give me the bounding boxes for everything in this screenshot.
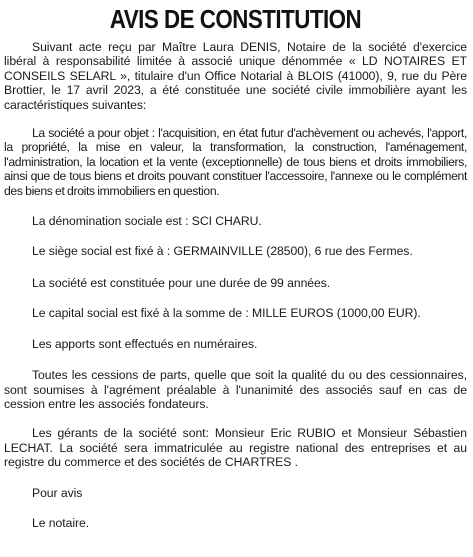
pour-avis-line: Pour avis	[32, 485, 83, 500]
contributions-paragraph: Les apports sont effectués en numéraires.	[32, 336, 258, 351]
managers-paragraph: Les gérants de la société sont: Monsieur Eric RUBIO et Monsieur Sébastien LECHAT. La société sera immatriculée au registre national des entreprises et au registre du commerce et des sociétés de CHARTRES .	[4, 426, 467, 470]
duration-paragraph: La société est constituée pour une durée de 99 années.	[32, 275, 331, 290]
share-transfers-paragraph: Toutes les cessions de parts, quelle que soit la qualité du ou des cessionnaires, sont soumises à l'agrément préalable à l'unanimité des associés sauf en cas de cession entre les associés fondateurs.	[4, 368, 467, 411]
notary-signature-line: Le notaire.	[32, 515, 90, 530]
intro-paragraph: Suivant acte reçu par Maître Laura DENIS, Notaire de la société d'exercice libéral à responsabilité limitée à associé unique dénommée « LD NOTAIRES ET CONSEILS SELARL », titulaire d'un Office Notarial à BLOIS (41000), 9, rue du Père Brottier, le 17 avril 2023, a été constituée une société civile immobilière ayant les caractéristiques suivantes:	[4, 40, 467, 112]
registered-office-paragraph: Le siège social est fixé à : GERMAINVILLE (28500), 6 rue des Fermes.	[32, 244, 413, 259]
notice-title: AVIS DE CONSTITUTION	[109, 4, 362, 34]
share-capital-paragraph: Le capital social est fixé à la somme de : MILLE EUROS (1000,00 EUR).	[32, 306, 421, 321]
company-name-paragraph: La dénomination sociale est : SCI CHARU.	[32, 214, 262, 229]
company-purpose-paragraph: La société a pour objet : l'acquisition, en état futur d'achèvement ou achevés, l'apport, la propriété, la mise en valeur, la transformation, la construction, l'aménagement, l'administration, la location et la vente (exceptionnelle) de tous biens et droits immobiliers, ainsi que de tous biens et droits pouvant constituer l'accessoire, l'annexe ou le complément des biens et droits immobiliers en question.	[4, 126, 467, 198]
